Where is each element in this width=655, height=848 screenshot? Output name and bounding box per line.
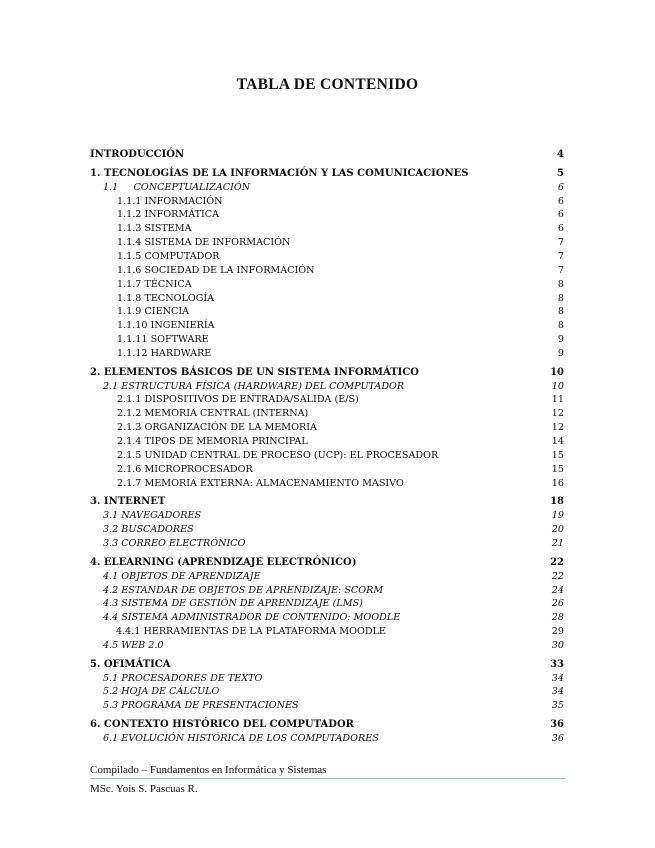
toc-entry-label: 2.1.5 UNIDAD CENTRAL DE PROCESO (UCP): EL PROCESADOR: [117, 449, 439, 461]
toc-entry[interactable]: [90, 463, 564, 477]
toc-entry[interactable]: [90, 393, 564, 407]
toc-entry-page-number: 7: [557, 264, 564, 276]
toc-entry[interactable]: [90, 556, 564, 570]
toc-entry-label: 3.1 NAVEGADORES: [103, 510, 202, 522]
toc-entry-label: 6.1 EVOLUCIÓN HISTÓRICA DE LOS COMPUTADORES: [103, 733, 379, 744]
toc-entry-page-number: 9: [557, 347, 564, 359]
toc-entry[interactable]: [90, 597, 564, 611]
toc-entry[interactable]: [90, 639, 564, 653]
toc-entry-label: 2. ELEMENTOS BÁSICOS DE UN SISTEMA INFORMÁTICO: [90, 366, 419, 378]
toc-entry-label: 1.1.6 SOCIEDAD DE LA INFORMACIÓN: [117, 264, 315, 276]
toc-entry-label: 4.2 ESTANDAR DE OBJETOS DE APRENDIZAJE: SCORM: [103, 584, 384, 596]
toc-entry[interactable]: [90, 278, 564, 292]
toc-entry-label: 4. ELEARNING (APRENDIZAJE ELECTRÓNICO): [90, 556, 357, 568]
toc-entry[interactable]: [90, 537, 564, 551]
toc-entry[interactable]: [90, 449, 564, 463]
toc-entry-page-number: 6: [557, 195, 564, 207]
toc-entry[interactable]: [90, 366, 564, 380]
toc-entry-page-number: 35: [551, 700, 564, 712]
toc-entry-page-number: 7: [557, 250, 564, 262]
toc-entry[interactable]: [90, 292, 564, 306]
footer-author: MSc. Yois S. Pascuas R.: [90, 783, 198, 795]
toc-entry-page-number: 8: [557, 278, 564, 290]
toc-entry-page-number: 22: [551, 570, 564, 582]
toc-entry[interactable]: [90, 181, 564, 195]
toc-entry-page-number: 12: [551, 408, 564, 420]
toc-entry-label: 2.1.2 MEMORIA CENTRAL (INTERNA): [117, 408, 309, 420]
toc-entry-page-number: 36: [551, 733, 564, 744]
toc-entry-label: 2.1.7 MEMORIA EXTERNA: ALMACENAMIENTO MASIVO: [117, 477, 404, 489]
toc-entry[interactable]: [90, 167, 564, 181]
toc-entry-label: 2.1.4 TIPOS DE MEMORIA PRINCIPAL: [117, 436, 308, 447]
toc-entry-label: 2.1.3 ORGANIZACIÓN DE LA MEMORIA: [117, 422, 317, 434]
toc-entry-page-number: 18: [550, 496, 564, 508]
toc-entry-page-number: 8: [557, 306, 564, 318]
toc-entry-label: 2.1 ESTRUCTURA FÍSICA (HARDWARE) DEL COMPUTADOR: [103, 380, 405, 392]
toc-entry[interactable]: [90, 380, 564, 394]
toc-entry-page-number: 15: [551, 463, 564, 475]
toc-entry-page-number: 30: [551, 639, 564, 651]
toc-entry-page-number: 29: [551, 626, 564, 638]
toc-entry-label: 4.3 SISTEMA DE GESTIÓN DE APRENDIZAJE (LMS): [103, 598, 363, 610]
toc-entry-page-number: 15: [551, 449, 564, 461]
toc-entry-label: 4.5 WEB 2.0: [103, 639, 164, 651]
toc-entry-page-number: 5: [557, 167, 564, 179]
toc-entry-label: 1.1 CONCEPTUALIZACIÓN: [103, 181, 251, 193]
toc-entry-page-number: 24: [551, 584, 564, 596]
toc-entry-label: 1.1.5 COMPUTADOR: [117, 250, 220, 262]
toc-entry-page-number: 11: [551, 394, 564, 406]
toc-entry-page-number: 7: [557, 237, 564, 249]
toc-entry[interactable]: [90, 208, 564, 222]
toc-entry[interactable]: [90, 195, 564, 209]
toc-entry-label: 6. CONTEXTO HISTÓRICO DEL COMPUTADOR: [90, 719, 354, 731]
toc-entry-label: 5.2 HOJA DE CÁLCULO: [103, 686, 220, 698]
toc-entry[interactable]: [90, 523, 564, 537]
toc-entry-label: 1.1.2 INFORMÁTICA: [117, 209, 220, 221]
toc-entry-page-number: 34: [551, 672, 564, 684]
toc-entry-page-number: 19: [551, 510, 564, 522]
toc-entry-page-number: 21: [551, 537, 564, 549]
toc-entry[interactable]: [90, 732, 564, 746]
toc-entry-label: 1.1.3 SISTEMA: [117, 223, 192, 235]
toc-entry[interactable]: [90, 222, 564, 236]
toc-entry-label: 5.3 PROGRAMA DE PRESENTACIONES: [103, 700, 299, 712]
toc-entry-label: 1.1.4 SISTEMA DE INFORMACIÓN: [117, 237, 291, 249]
toc-entry-label: 1.1.11 SOFTWARE: [117, 334, 209, 346]
toc-entry-label: 5. OFIMÁTICA: [90, 658, 171, 670]
toc-entry-label: 1.1.10 INGENIERÍA: [117, 320, 215, 332]
toc-entry[interactable]: [90, 625, 564, 639]
toc-entry[interactable]: [90, 421, 564, 435]
toc-entry-label: 3.2 BUSCADORES: [103, 524, 194, 536]
toc-entry-page-number: 26: [551, 598, 564, 610]
toc-entry[interactable]: [90, 658, 564, 672]
toc-entry[interactable]: [90, 477, 564, 491]
toc-entry-page-number: 10: [551, 380, 564, 392]
toc-entry-label: 1.1.9 CIENCIA: [117, 306, 190, 318]
toc-entry[interactable]: [90, 347, 564, 361]
toc-entry[interactable]: [90, 495, 564, 509]
toc-entry[interactable]: [90, 264, 564, 278]
toc-entry[interactable]: [90, 611, 564, 625]
toc-entry-page-number: 20: [551, 524, 564, 536]
toc-entry[interactable]: [90, 509, 564, 523]
toc-entry[interactable]: [90, 250, 564, 264]
toc-entry-label: 4.4.1 HERRAMIENTAS DE LA PLATAFORMA MOODLE: [116, 626, 386, 638]
toc-entry-page-number: 36: [550, 719, 564, 731]
toc-entry-page-number: 28: [551, 612, 564, 624]
toc-entry-page-number: 22: [550, 556, 564, 568]
toc-entry-page-number: 33: [550, 658, 564, 670]
toc-entry[interactable]: [90, 319, 564, 333]
toc-entry-label: 3. INTERNET: [90, 496, 166, 508]
page-title: TABLA DE CONTENIDO: [236, 76, 419, 93]
toc-entry[interactable]: [90, 333, 564, 347]
toc-entry-page-number: 8: [557, 292, 564, 304]
toc-entry[interactable]: [90, 570, 564, 584]
toc-entry-label: 2.1.6 MICROPROCESADOR: [117, 463, 253, 475]
toc-entry-label: 1. TECNOLOGÍAS DE LA INFORMACIÓN Y LAS COMUNICACIONES: [90, 167, 469, 179]
toc-entry-label: 1.1.1 INFORMACIÓN: [117, 195, 223, 207]
toc-entry-label: 1.1.12 HARDWARE: [117, 347, 212, 359]
toc-entry[interactable]: [90, 305, 564, 319]
toc-entry[interactable]: [90, 148, 564, 162]
toc-entry-page-number: 10: [550, 366, 564, 378]
toc-entry[interactable]: [90, 407, 564, 421]
toc-entry-page-number: 9: [557, 334, 564, 346]
toc-entry-page-number: 6: [557, 223, 564, 235]
toc-entry[interactable]: [90, 435, 564, 449]
toc-entry-page-number: 6: [557, 209, 564, 221]
toc-entry[interactable]: [90, 685, 564, 699]
toc-entry-page-number: 12: [551, 422, 564, 434]
toc-entry[interactable]: [90, 718, 564, 732]
toc-entry-label: 5.1 PROCESADORES DE TEXTO: [103, 672, 263, 684]
toc-entry-label: 3.3 CORREO ELECTRÓNICO: [103, 537, 246, 549]
toc-entry[interactable]: [90, 672, 564, 686]
toc-entry[interactable]: [90, 699, 564, 713]
toc-entry-page-number: 4: [557, 149, 564, 160]
toc-entry-page-number: 6: [557, 181, 564, 193]
toc-entry-label: 1.1.7 TÉCNICA: [117, 278, 192, 290]
toc-entry-label: INTRODUCCIÓN: [90, 149, 185, 160]
toc-entry-page-number: 34: [551, 686, 564, 698]
toc-entry-label: 1.1.8 TECNOLOGÍA: [117, 292, 215, 304]
toc-entry[interactable]: [90, 236, 564, 250]
toc-entry-label: 4.1 OBJETOS DE APRENDIZAJE: [103, 570, 261, 582]
toc-entry-label: 2.1.1 DISPOSITIVOS DE ENTRADA/SALIDA (E/S): [117, 394, 359, 406]
toc-entry[interactable]: [90, 584, 564, 598]
footer-divider: [90, 778, 566, 779]
toc-entry-page-number: 14: [551, 436, 564, 447]
toc-entry-page-number: 8: [557, 320, 564, 332]
toc-entry-page-number: 16: [551, 477, 564, 489]
footer-compiled-by: Compilado – Fundamentos en Informática y Sistemas: [90, 764, 327, 776]
toc-entry-label: 4.4 SISTEMA ADMINISTRADOR DE CONTENIDO: MOODLE: [103, 612, 401, 624]
